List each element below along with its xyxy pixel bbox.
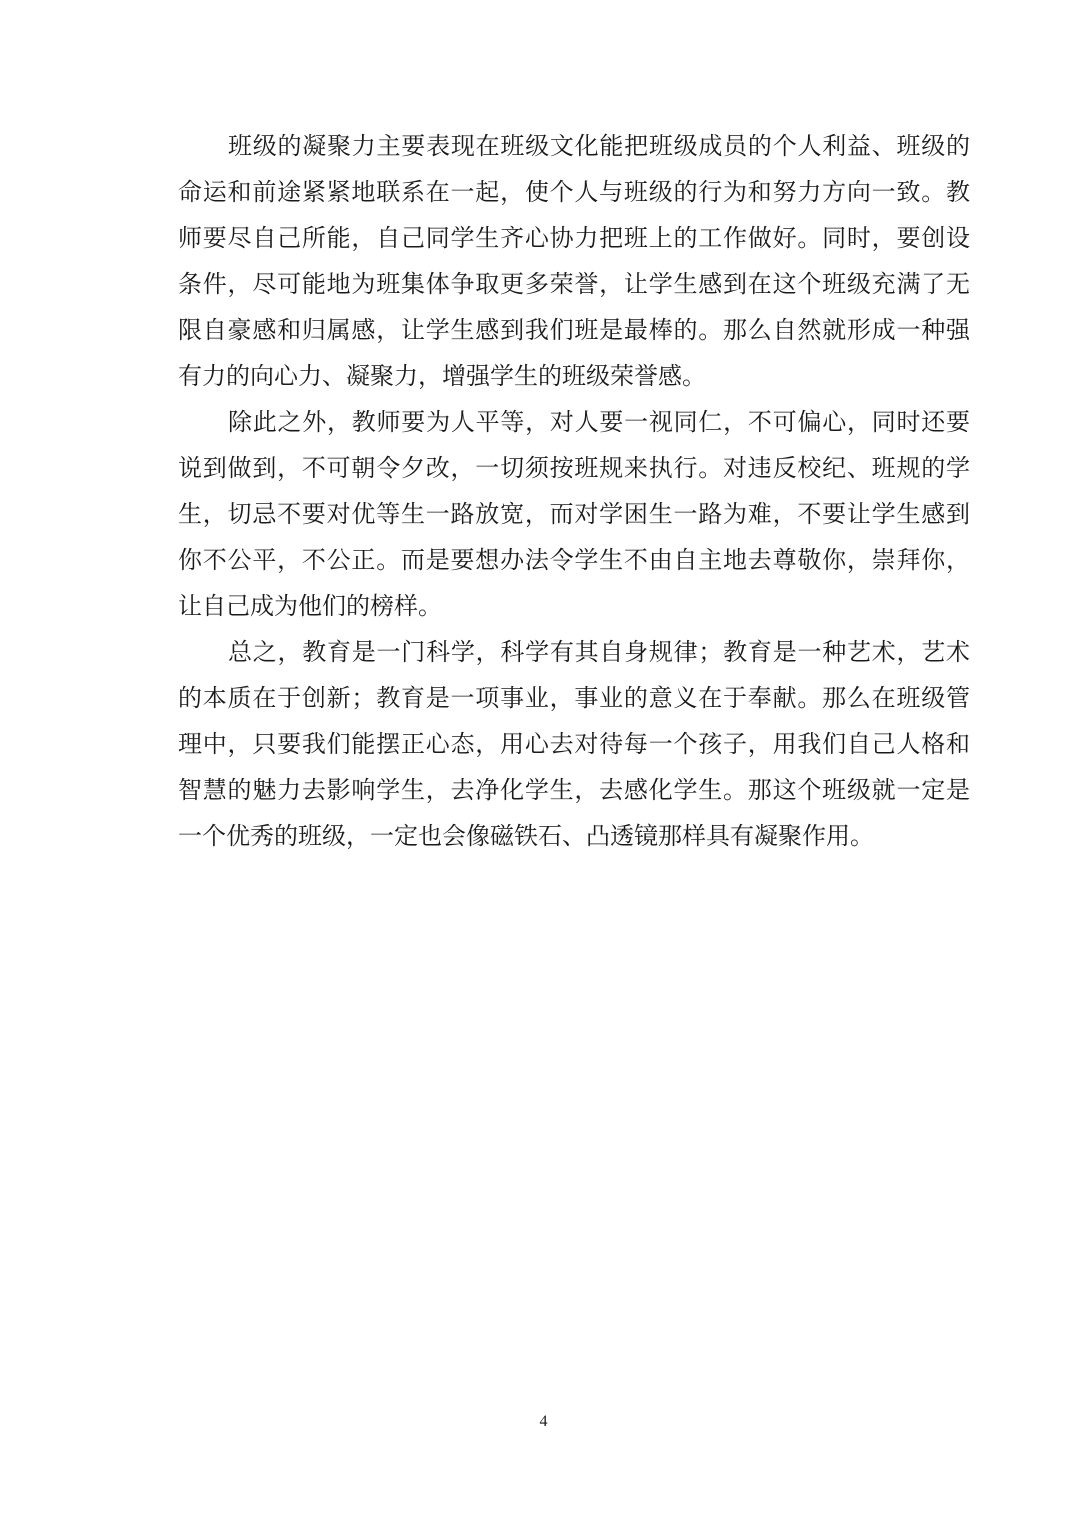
text-line: 智慧的魅力去影响学生，去净化学生，去感化学生。那这个班级就一定是 [178,776,970,804]
text-line: 的本质在于创新；教育是一项事业，事业的意义在于奉献。那么在班级管 [178,684,970,712]
text-line: 限自豪感和归属感，让学生感到我们班是最棒的。那么自然就形成一种强 [178,316,970,344]
text-line: 有力的向心力、凝聚力，增强学生的班级荣誉感。 [178,362,706,390]
text-line: 让自己成为他们的榜样。 [178,592,442,620]
text-line: 除此之外，教师要为人平等，对人要一视同仁，不可偏心，同时还要 [228,408,970,436]
paragraph [178,399,970,629]
text-line: 条件，尽可能地为班集体争取更多荣誉，让学生感到在这个班级充满了无 [178,270,970,298]
paragraph [178,629,970,859]
text-line: 总之，教育是一门科学，科学有其自身规律；教育是一种艺术，艺术 [228,638,970,666]
text-line: 说到做到，不可朝令夕改，一切须按班规来执行。对违反校纪、班规的学 [178,454,970,482]
text-line: 理中，只要我们能摆正心态，用心去对待每一个孩子，用我们自己人格和 [178,730,970,758]
text-line: 命运和前途紧紧地联系在一起，使个人与班级的行为和努力方向一致。教 [178,178,970,206]
text-line: 你不公平，不公正。而是要想办法令学生不由自主地去尊敬你，崇拜你， [178,546,970,574]
paragraph [178,123,970,399]
page-number: 4 [539,1413,548,1430]
text-line: 班级的凝聚力主要表现在班级文化能把班级成员的个人利益、班级的 [228,132,970,160]
text-line: 师要尽自己所能，自己同学生齐心协力把班上的工作做好。同时，要创设 [178,224,970,252]
body-text [178,123,970,859]
text-line: 一个优秀的班级，一定也会像磁铁石、凸透镜那样具有凝聚作用。 [178,822,874,850]
text-line: 生，切忌不要对优等生一路放宽，而对学困生一路为难，不要让学生感到 [178,500,970,528]
